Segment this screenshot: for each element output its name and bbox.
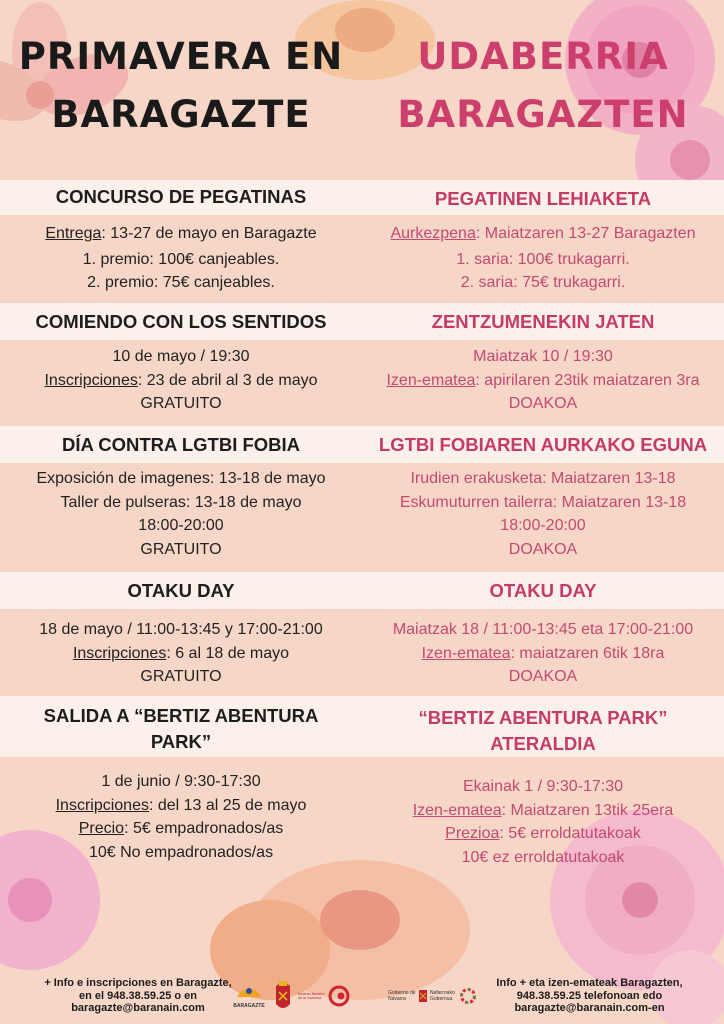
body-line: 2. premio: 75€ canjeables. (87, 274, 275, 291)
section-body-bertiz-es (0, 770, 362, 864)
body-line: GRATUITO (140, 395, 222, 412)
title-spanish (0, 28, 362, 144)
section-body-lgtbi-es (0, 467, 362, 561)
body-line: 2. saria: 75€ trukagarri. (460, 274, 626, 291)
body-line-label: Inscripciones (72, 644, 167, 662)
body-line (362, 822, 724, 846)
body-line-label: Aurkezpena (390, 225, 476, 242)
body-line: DOAKOA (508, 540, 578, 558)
body-line: 1. saria: 100€ trukagarri. (456, 250, 630, 268)
section-body-stickers-eu (362, 222, 724, 295)
body-line: 1. premio: 100€ canjeables. (82, 250, 280, 268)
footer-info-eu (482, 977, 697, 1015)
baragazte-logo-mark (234, 983, 264, 1003)
body-line-label: Prezioa (445, 825, 500, 842)
section-heading-lgtbi-es: DÍA CONTRA LGTBI FOBIA (61, 434, 301, 455)
body-line (0, 817, 362, 841)
body-line (0, 794, 362, 818)
footer-info-es (28, 977, 248, 1015)
body-line-text: : del 13 al 25 de mayo (148, 796, 307, 814)
footer-line: + Info e inscripciones en Baragazte, (44, 977, 232, 989)
gobierno-navarra-logo: Gobierno de Navarra Nafarroako Gobernua (388, 990, 455, 1002)
body-line: Ekainak 1 / 9:30-17:30 (462, 778, 624, 795)
footer-email-link[interactable]: baragazte@baranain.com (71, 1002, 205, 1014)
section-body-senses-es (0, 345, 362, 416)
body-line: 10 de mayo / 19:30 (112, 348, 250, 365)
title-basque (362, 28, 724, 144)
title-basque-line-2: BARAGAZTEN (397, 93, 689, 136)
body-line: 10€ No empadronados/as (88, 843, 274, 861)
ods-wheel-icon (460, 978, 480, 1014)
title-basque-line-1: UDABERRIA (417, 35, 669, 78)
footer-line: 948.38.59.25 telefonoan edo (516, 989, 663, 1002)
body-line (362, 642, 724, 666)
baragazte-logo (228, 978, 270, 1014)
body-line: Irudien erakusketa: Maiatzaren 13-18 (410, 470, 676, 487)
section-body-lgtbi-eu (362, 467, 724, 561)
section-heading-bertiz-eu: “BERTIZ ABENTURA PARK” ATERALDIA (418, 707, 668, 754)
body-line-text: : maiatzaren 6tik 18ra (510, 644, 665, 662)
title-spanish-line-2: BARAGAZTE (51, 93, 311, 136)
section-heading-stickers-eu: PEGATINEN LEHIAKETA (434, 188, 652, 209)
body-line-text: : 13-27 de mayo en Baragazte (101, 225, 317, 242)
navarra-chain-icon (418, 989, 428, 1003)
body-line: 18 de mayo / 11:00-13:45 y 17:00-21:00 (39, 621, 323, 638)
body-line-label: Entrega (45, 225, 102, 242)
body-line-label: Precio (78, 820, 125, 837)
body-line: GRATUITO (140, 540, 222, 558)
section-body-otaku-eu (362, 618, 724, 689)
body-line (0, 222, 362, 246)
body-line: Maiatzak 18 / 11:00-13:45 eta 17:00-21:00 (392, 621, 694, 638)
body-line: 10€ ez erroldatutakoak (461, 848, 625, 866)
section-heading-bertiz-es: SALIDA A “BERTIZ ABENTURA PARK” (43, 705, 319, 752)
body-line-text: : 6 al 18 de mayo (166, 644, 290, 662)
section-heading-otaku-eu: OTAKU DAY (489, 580, 597, 601)
body-line (362, 799, 724, 823)
body-line: Taller de pulseras: 13-18 de mayo (60, 493, 302, 511)
body-line-text: : 5€ erroldatutakoak (499, 825, 641, 842)
body-line (362, 222, 724, 246)
body-line: GRATUITO (140, 668, 222, 685)
footer-line: en el 948.38.59.25 o en (78, 989, 198, 1002)
body-line (0, 642, 362, 666)
body-line: 18:00-20:00 (138, 517, 224, 534)
body-line: 18:00-20:00 (500, 517, 586, 534)
section-body-bertiz-eu (362, 775, 724, 869)
section-heading-stickers-es: CONCURSO DE PEGATINAS (55, 186, 307, 207)
body-line-text: : Maiatzaren 13-27 Baragazten (475, 225, 696, 242)
red-circle-logo (328, 978, 352, 1014)
body-line (362, 369, 724, 393)
body-line: Exposición de imagenes: 13-18 de mayo (36, 470, 326, 487)
section-heading-senses-es: COMIENDO CON LOS SENTIDOS (35, 311, 327, 332)
body-line: DOAKOA (508, 668, 578, 685)
section-heading-lgtbi-eu: LGTBI FOBIAREN AURKAKO EGUNA (378, 434, 708, 455)
body-line-label: Inscripciones (55, 796, 149, 814)
body-line: Maiatzak 10 / 19:30 (473, 348, 613, 365)
section-body-senses-eu (362, 345, 724, 416)
body-line-label: Izen-ematea (386, 371, 476, 389)
section-heading-otaku-es: OTAKU DAY (127, 580, 235, 601)
body-line-label: Inscripciones (44, 371, 138, 389)
body-line-text: : Maiatzaren 13tik 25era (501, 801, 674, 819)
body-line: 1 de junio / 9:30-17:30 (101, 773, 261, 790)
body-line: DOAKOA (508, 395, 578, 412)
body-line-label: Izen-ematea (412, 801, 502, 819)
body-line-text: : 23 de abril al 3 de mayo (137, 371, 318, 389)
body-line: Eskumuturren tailerra: Maiatzaren 13-18 (399, 493, 687, 511)
title-spanish-line-1: PRIMAVERA EN (18, 35, 344, 78)
section-body-stickers-es (0, 222, 362, 295)
body-line-text: : 5€ empadronados/as (124, 820, 284, 837)
footer-email-link[interactable]: baragazte@baranain.com-en (514, 1002, 665, 1014)
section-heading-senses-eu: ZENTZUMENEKIN JATEN (431, 311, 655, 332)
body-line-text: : apirilaren 23tik maiatzaren 3ra (475, 371, 700, 389)
section-body-otaku-es (0, 618, 362, 689)
body-line (0, 369, 362, 393)
body-line-label: Izen-ematea (421, 644, 511, 662)
navarra-coat-of-arms-icon (272, 978, 296, 1014)
baragazte-logo-text: BARAGAZTE (233, 1003, 265, 1009)
instituto-juventud-logo: Instituto Navarro de la Juventud (298, 991, 325, 1000)
footer-line: Info + eta izen-emateak Baragazten, (496, 977, 683, 989)
